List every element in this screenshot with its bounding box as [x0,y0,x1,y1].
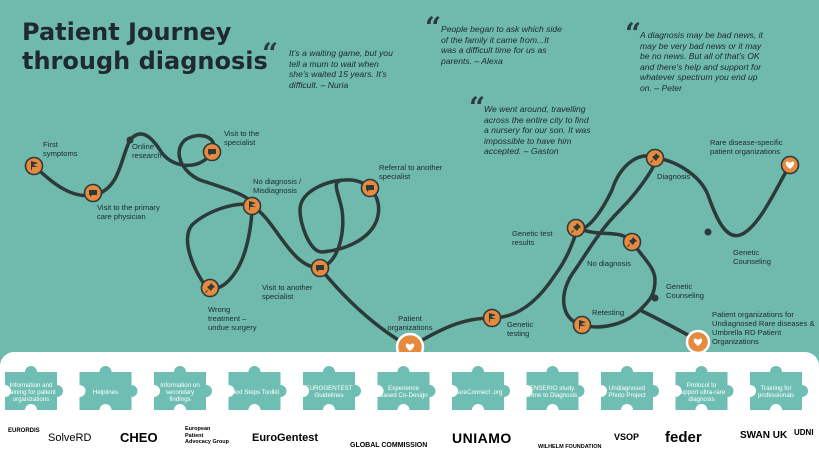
page-title: Patient Journey through diagnosis [22,18,268,75]
step-label-no-diagnosis: No diagnosis [587,259,631,268]
logo-eurordis: EURORDIS [8,428,40,434]
step-label-retesting: Retesting [592,308,625,317]
quote-mark-icon: “ [425,11,442,44]
logo-wilhelm: WILHELM FOUNDATION [538,444,602,450]
quote-alexa: People began to ask which side of the family it came from...It was a difficult time for us as parents. – Alexa [441,24,562,66]
quote-mark-icon: “ [262,37,279,70]
step-label-genetic-counseling-2: Genetic Counseling [733,248,771,266]
resource-label: EUROGENTEST Guidelines [305,385,353,399]
resource-label: Protocol to support ultra-rare diagnosis [677,381,726,403]
logo-cheo: CHEO [120,430,158,445]
resource-label: RareConnect .org [453,388,503,396]
resource-label: Undiagnosed Photo Project [608,385,646,399]
step-label-umbrella-orgs: Patient organizations for Undiagnosed Rare diseases & Umbrella RD Patient Organizations [712,310,815,346]
step-label-rd-specific-orgs: Rare disease-specific patient organizations [710,138,783,156]
resource-label: Next Steps Toolkit [229,388,280,396]
logo-udni: UDNI [794,428,814,437]
resource-label: Training for professionals [757,385,795,399]
resource-label: Helplines [92,388,119,396]
logo-eurogentest: EuroGentest [252,432,319,444]
quote-gaston: We went around, travelling across the entire city to find a nursery for our son. It was impossible to have him accepted. – Gaston [484,104,591,156]
step-label-visit-specialist: Visit to the specialist [224,129,260,147]
resource-label: Information and training for patient organizations [6,381,56,403]
step-label-online-research: Online research [132,142,162,160]
resource-label: ENSERIO study. Time to Diagnosis [527,385,578,399]
resource-label: Information on secondary findings [160,381,200,403]
step-label-genetic-counseling-1: Genetic Counseling [666,282,704,300]
quote-peter: A diagnosis may be bad news, it may be very bad news or it may be no news. But all of that's OK and there's help and support for whatever spectrum you end up on. – Peter [640,30,763,93]
quote-mark-icon: “ [469,91,486,124]
logo-epag: European Patient Advocacy Group [185,426,230,445]
step-label-first-symptoms: First symptoms [43,140,78,158]
step-label-another-specialist: Visit to another specialist [262,283,313,301]
resource-label: Experience Based Co-Design [379,385,428,399]
quote-nuria: It's a waiting game, but you tell a mum to wait when she's waited 15 years. It's difficult. – Nuria [289,48,393,90]
logo-vsop: VSOP [614,432,640,442]
logo-feder: feder [665,429,702,446]
quote-mark-icon: “ [625,17,642,50]
step-label-referral: Referral to another specialist [379,163,443,181]
step-label-patient-orgs: Patient organizations [387,314,433,332]
step-label-primary-care: Visit to the primary care physician [97,203,160,221]
partner-logos [0,424,819,461]
logo-uniamo: UNIAMO [452,430,512,446]
step-label-genetic-testing: Genetic testing [507,320,534,338]
logo-swan-uk: SWAN UK [740,430,788,441]
step-label-test-results: Genetic test results [512,229,553,247]
step-label-misdiagnosis: No diagnosis / Misdiagnosis [253,177,302,195]
logo-solverd: SolveRD [48,432,92,444]
logo-global-commission: GLOBAL COMMISSION [350,442,428,449]
step-label-wrong-treatment: Wrong treatment – undue surgery [208,305,257,332]
step-label-diagnosis: Diagnosis [657,172,691,181]
